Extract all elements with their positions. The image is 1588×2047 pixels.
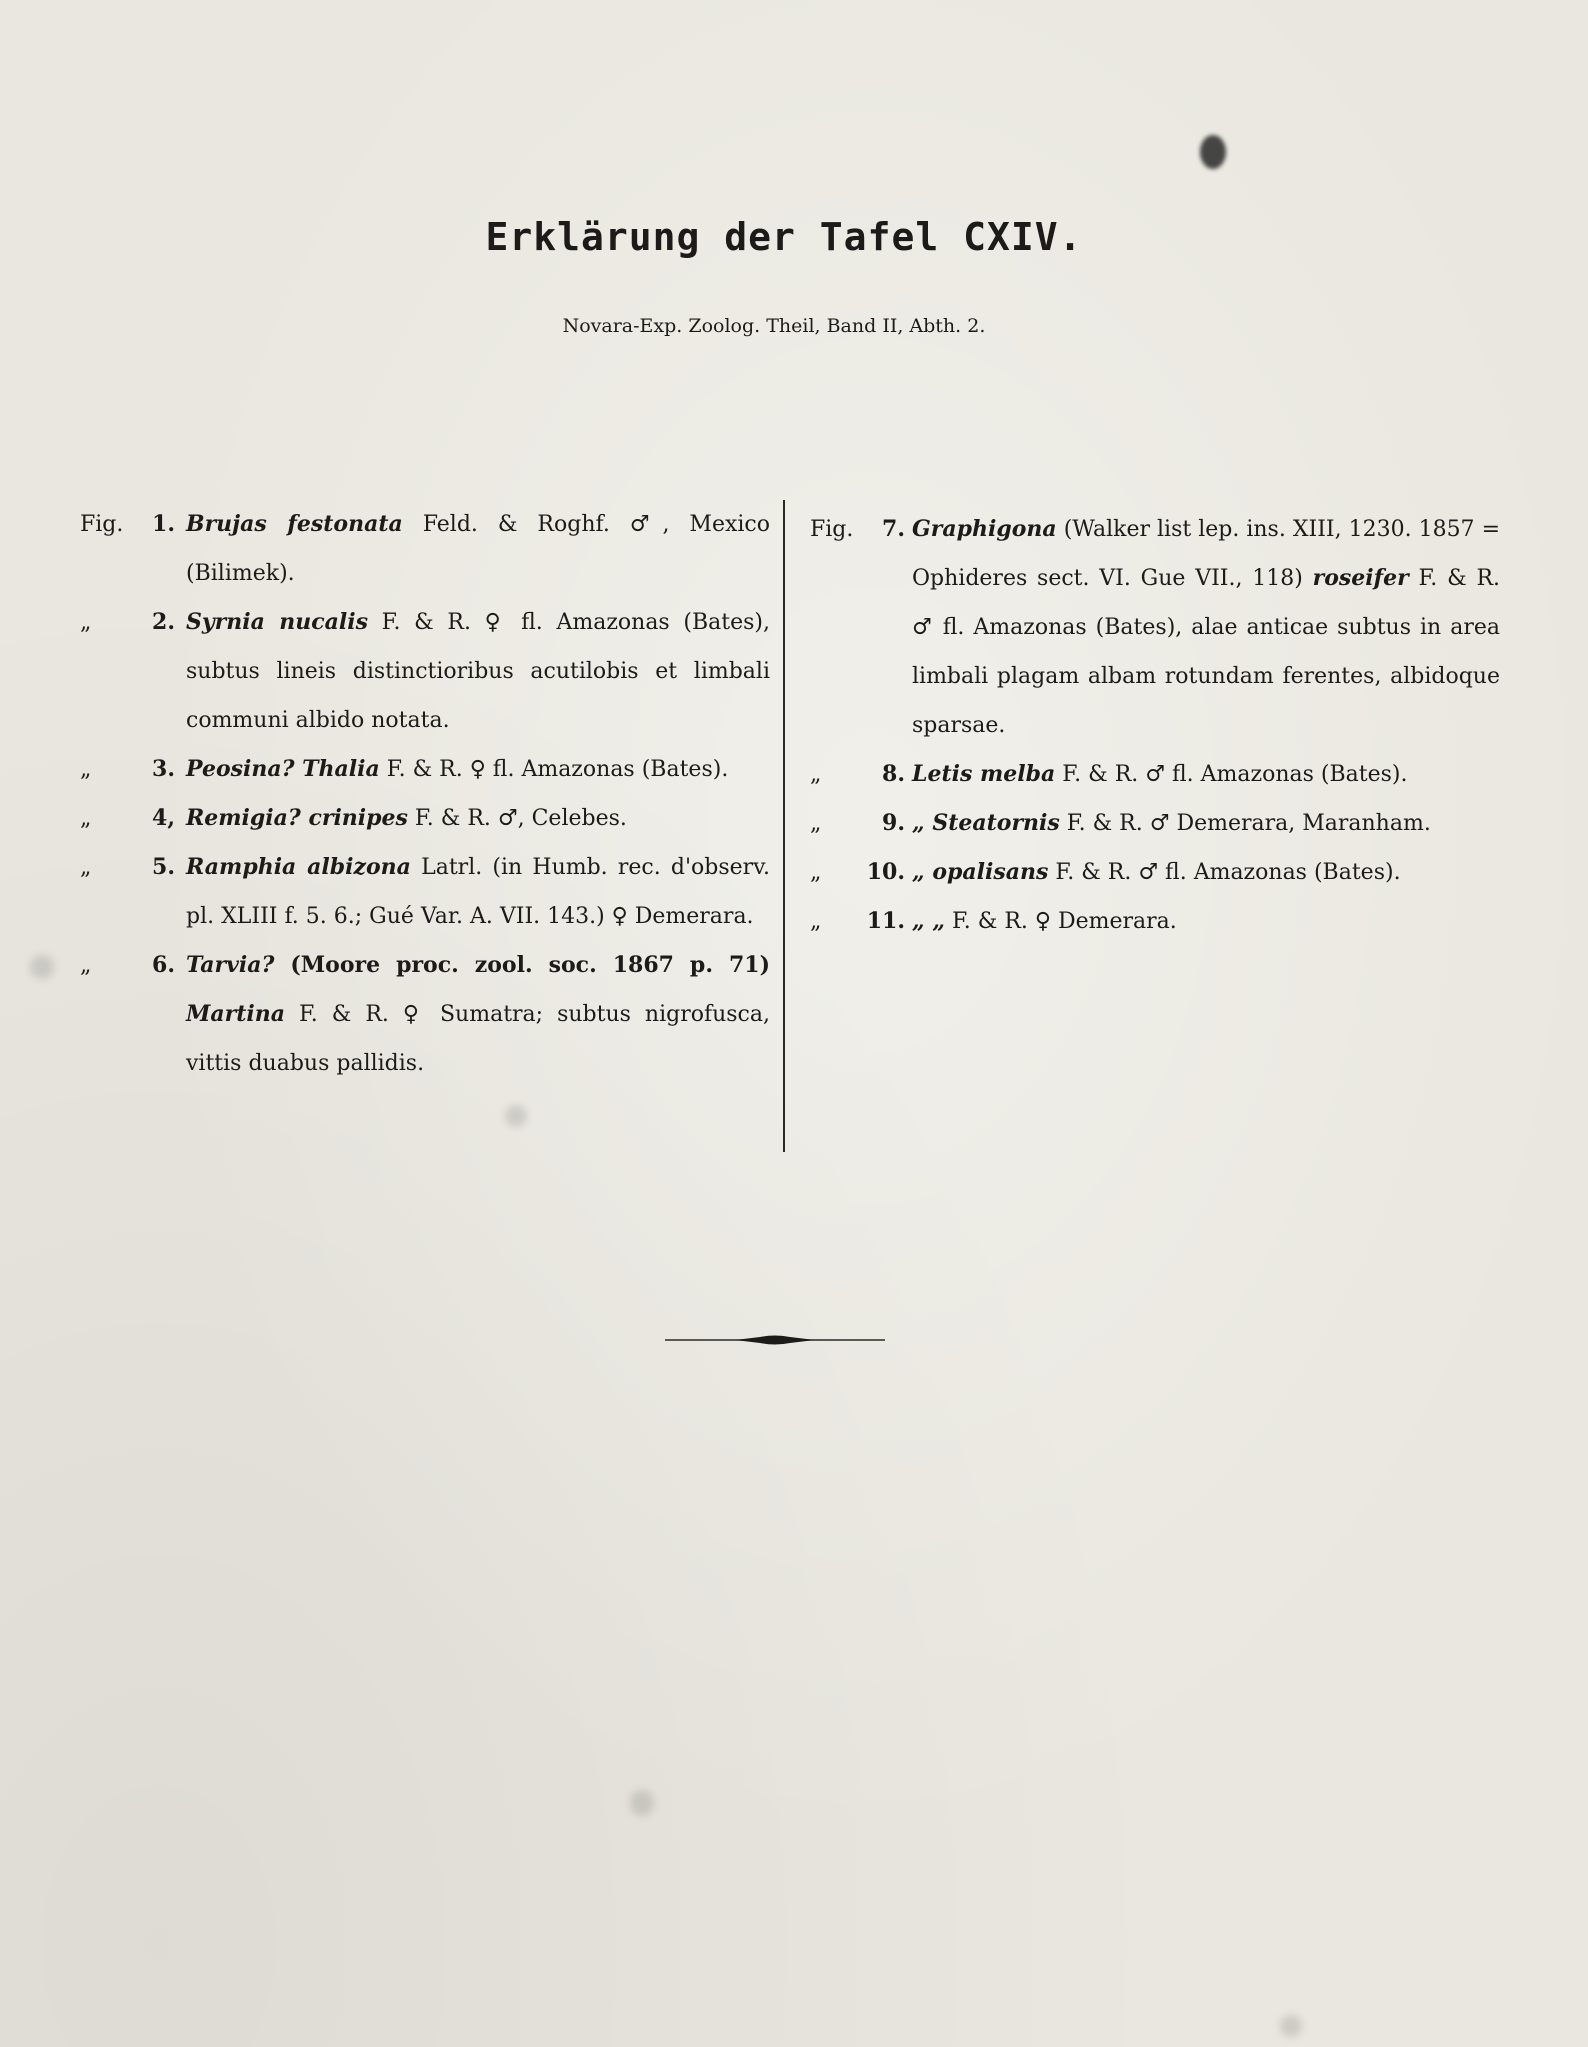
species-name: Peosina? Thalia: [186, 756, 380, 782]
entry-number: 2.: [152, 609, 175, 635]
figure-entry: [80, 745, 770, 794]
page-title: Erklärung der Tafel CXIV.: [485, 215, 1083, 259]
figure-entry: [810, 799, 1500, 848]
figure-entry: [80, 843, 770, 941]
entry-text: F. & R. ♂ fl. Amazonas (Bates).: [1055, 762, 1408, 787]
entry-prefix: „: [80, 806, 92, 831]
entry-text: Latrl. (in Humb. rec. d'observ. pl. XLIII f. 5. 6.; Gué Var. A. VII. 143.) ♀ Demerara.: [186, 855, 770, 929]
paper-stain: [30, 955, 54, 979]
entry-number: 8.: [882, 761, 905, 787]
entry-number: 9.: [882, 810, 905, 836]
paper-stain: [1280, 2015, 1302, 2037]
entry-prefix: „: [810, 860, 822, 885]
species-name: Tarvia?: [186, 952, 275, 978]
entry-number: 4,: [152, 805, 175, 831]
paper-stain: [630, 1790, 654, 1816]
entry-number: 5.: [152, 854, 175, 880]
entry-prefix: Fig.: [80, 512, 124, 537]
entry-text: F. & R. ♂ fl. Amazonas (Bates), alae anticae subtus in area limbali plagam albam rotundam ferentes, albidoque sparsae.: [912, 566, 1501, 738]
entry-text: F. & R. ♂, Celebes.: [407, 806, 627, 831]
entry-prefix: „: [80, 953, 92, 978]
entry-number: 6.: [152, 952, 175, 978]
figure-entry: [80, 598, 770, 745]
entry-text: (Moore proc. zool. soc. 1867 p. 71): [274, 952, 770, 978]
species-name: Remigia? crinipes: [186, 805, 408, 831]
species-name: „ Steatornis: [912, 810, 1060, 836]
entry-number: 3.: [152, 756, 175, 782]
entry-text: F. & R. ♀ fl. Amazonas (Bates).: [379, 757, 729, 782]
entry-text: Feld. & Roghf. ♂, Mexico (Bilimek).: [186, 512, 770, 586]
entry-text: F. & R. ♀ fl. Amazonas (Bates), subtus lineis distinctioribus acutilobis et limbali communi albido notata.: [186, 610, 770, 733]
entry-prefix: „: [810, 762, 822, 787]
figure-entry: [810, 505, 1500, 750]
species-name: Graphigona: [912, 516, 1057, 542]
left-column: [80, 500, 770, 1088]
entry-text: F. & R. ♂ Demerara, Maranham.: [1059, 811, 1431, 836]
entry-number: 7.: [882, 516, 905, 542]
species-name: Letis melba: [912, 761, 1056, 787]
species-name: Syrnia nucalis: [186, 609, 368, 635]
entry-number: 11.: [866, 908, 905, 934]
species-name: „ opalisans: [912, 859, 1049, 885]
entry-text: (Walker list lep. ins. XIII, 1230. 1857 = Ophideres sect. VI. Gue VII., 118): [912, 517, 1500, 591]
entry-prefix: „: [810, 811, 822, 836]
page-subtitle: Novara-Exp. Zoolog. Theil, Band II, Abth. 2.: [562, 315, 986, 337]
entry-number: 10.: [866, 859, 905, 885]
paper-stain: [505, 1105, 527, 1127]
species-name: Brujas festonata: [186, 511, 403, 537]
entry-prefix: „: [80, 757, 92, 782]
entry-text: F. & R. ♀ Sumatra; subtus nigrofusca, vittis duabus pallidis.: [186, 1002, 770, 1076]
entry-prefix: „: [80, 610, 92, 635]
figure-entry: [80, 794, 770, 843]
figure-entry: [810, 848, 1500, 897]
entry-text: F. & R. ♀ Demerara.: [944, 909, 1177, 934]
species-name: „ „: [912, 908, 945, 934]
right-column: [810, 505, 1500, 946]
figure-entry: [810, 750, 1500, 799]
entry-prefix: „: [810, 909, 822, 934]
figure-entry: [810, 897, 1500, 946]
figure-entry: [80, 941, 770, 1088]
entry-prefix: „: [80, 855, 92, 880]
ornament-divider-icon: [665, 1330, 885, 1350]
ink-spot: [1200, 135, 1226, 169]
species-name: Ramphia albizona: [186, 854, 411, 880]
species-name: roseifer: [1312, 565, 1409, 591]
entry-prefix: Fig.: [810, 517, 854, 542]
column-divider: [783, 500, 785, 1152]
figure-entry: [80, 500, 770, 598]
entry-number: 1.: [152, 511, 175, 537]
entry-text: F. & R. ♂ fl. Amazonas (Bates).: [1048, 860, 1401, 885]
species-name: Martina: [186, 1001, 285, 1027]
